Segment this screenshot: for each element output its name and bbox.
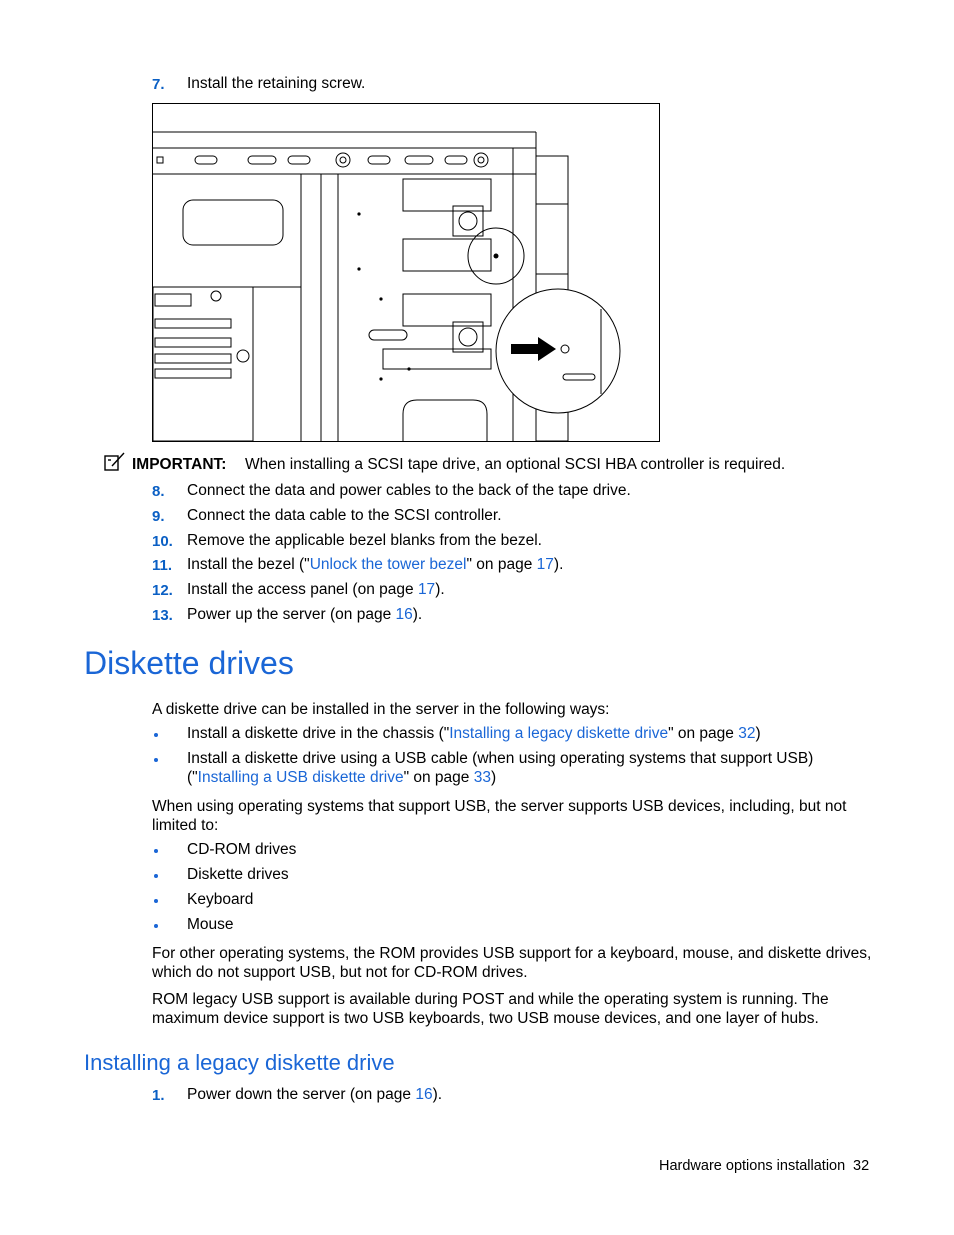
page-link[interactable]: 32 <box>738 725 756 742</box>
list-item: Keyboard <box>187 891 254 908</box>
bullet-icon <box>154 733 158 737</box>
list-item: Mouse <box>187 916 234 933</box>
page-link[interactable]: 16 <box>415 1086 433 1103</box>
step-text: Install the bezel ("Unlock the tower bezel" on page 17). <box>187 556 564 573</box>
bullet-icon <box>154 899 158 903</box>
footer-section: Hardware options installation <box>659 1158 846 1174</box>
page-link[interactable]: 17 <box>417 581 436 598</box>
bullet-icon <box>154 758 158 762</box>
other-os-paragraph: For other operating systems, the ROM provides USB support for a keyboard, mouse, and diskette drives, which do not support USB, but not for CD-ROM drives. <box>152 945 872 981</box>
step-text: Connect the data cable to the SCSI controller. <box>187 507 502 524</box>
rom-paragraph: ROM legacy USB support is available during POST and while the operating system is running. The maximum device support is two USB keyboards, two USB mouse devices, and one layer of hubs. <box>152 991 829 1027</box>
page-link[interactable]: 17 <box>536 556 554 573</box>
pencil-note-icon <box>104 452 126 477</box>
page-link[interactable]: 16 <box>395 606 413 623</box>
usb-paragraph: When using operating systems that support USB, the server supports USB devices, including, but not limited to: <box>152 798 847 834</box>
important-text: When installing a SCSI tape drive, an optional SCSI HBA controller is required. <box>245 456 786 473</box>
list-item: CD-ROM drives <box>187 841 297 858</box>
list-item-continued: ("Installing a USB diskette drive" on page 33) <box>187 769 497 786</box>
bullet-icon <box>154 849 158 853</box>
step-text: Install the retaining screw. <box>187 75 366 92</box>
chassis-figure <box>152 103 660 442</box>
step-text: Install the access panel (on page 17). <box>187 581 445 598</box>
legacy-diskette-link[interactable]: Installing a legacy diskette drive <box>449 725 669 742</box>
step-text: Power up the server (on page 16). <box>187 606 423 623</box>
step-number: 10. <box>152 533 173 550</box>
step-number: 12. <box>152 582 173 599</box>
unlock-bezel-link[interactable]: Unlock the tower bezel <box>309 556 467 573</box>
list-item: Diskette drives <box>187 866 289 883</box>
usb-diskette-link[interactable]: Installing a USB diskette drive <box>197 769 404 786</box>
step-number: 7. <box>152 76 165 93</box>
list-item: Install a diskette drive in the chassis ("Installing a legacy diskette drive" on page 32) <box>187 725 761 742</box>
footer-page-number: 32 <box>853 1158 870 1174</box>
step-text: Remove the applicable bezel blanks from the bezel. <box>187 532 542 549</box>
intro-paragraph: A diskette drive can be installed in the server in the following ways: <box>152 701 610 718</box>
bullet-icon <box>154 924 158 928</box>
step-number: 9. <box>152 508 165 525</box>
section-title: Diskette drives <box>84 645 294 681</box>
step-number: 11. <box>152 557 173 574</box>
list-item: Install a diskette drive using a USB cable (when using operating systems that support USB) <box>187 750 814 767</box>
important-label: IMPORTANT: <box>132 456 227 473</box>
retaining-screw-illustration <box>153 104 659 441</box>
subsection-title: Installing a legacy diskette drive <box>84 1050 395 1075</box>
step-text: Connect the data and power cables to the back of the tape drive. <box>187 482 631 499</box>
step-text: Power down the server (on page 16). <box>187 1086 443 1103</box>
step-number: 13. <box>152 607 173 624</box>
page-link[interactable]: 33 <box>473 769 491 786</box>
bullet-icon <box>154 874 158 878</box>
step-number: 1. <box>152 1087 165 1104</box>
step-number: 8. <box>152 483 165 500</box>
